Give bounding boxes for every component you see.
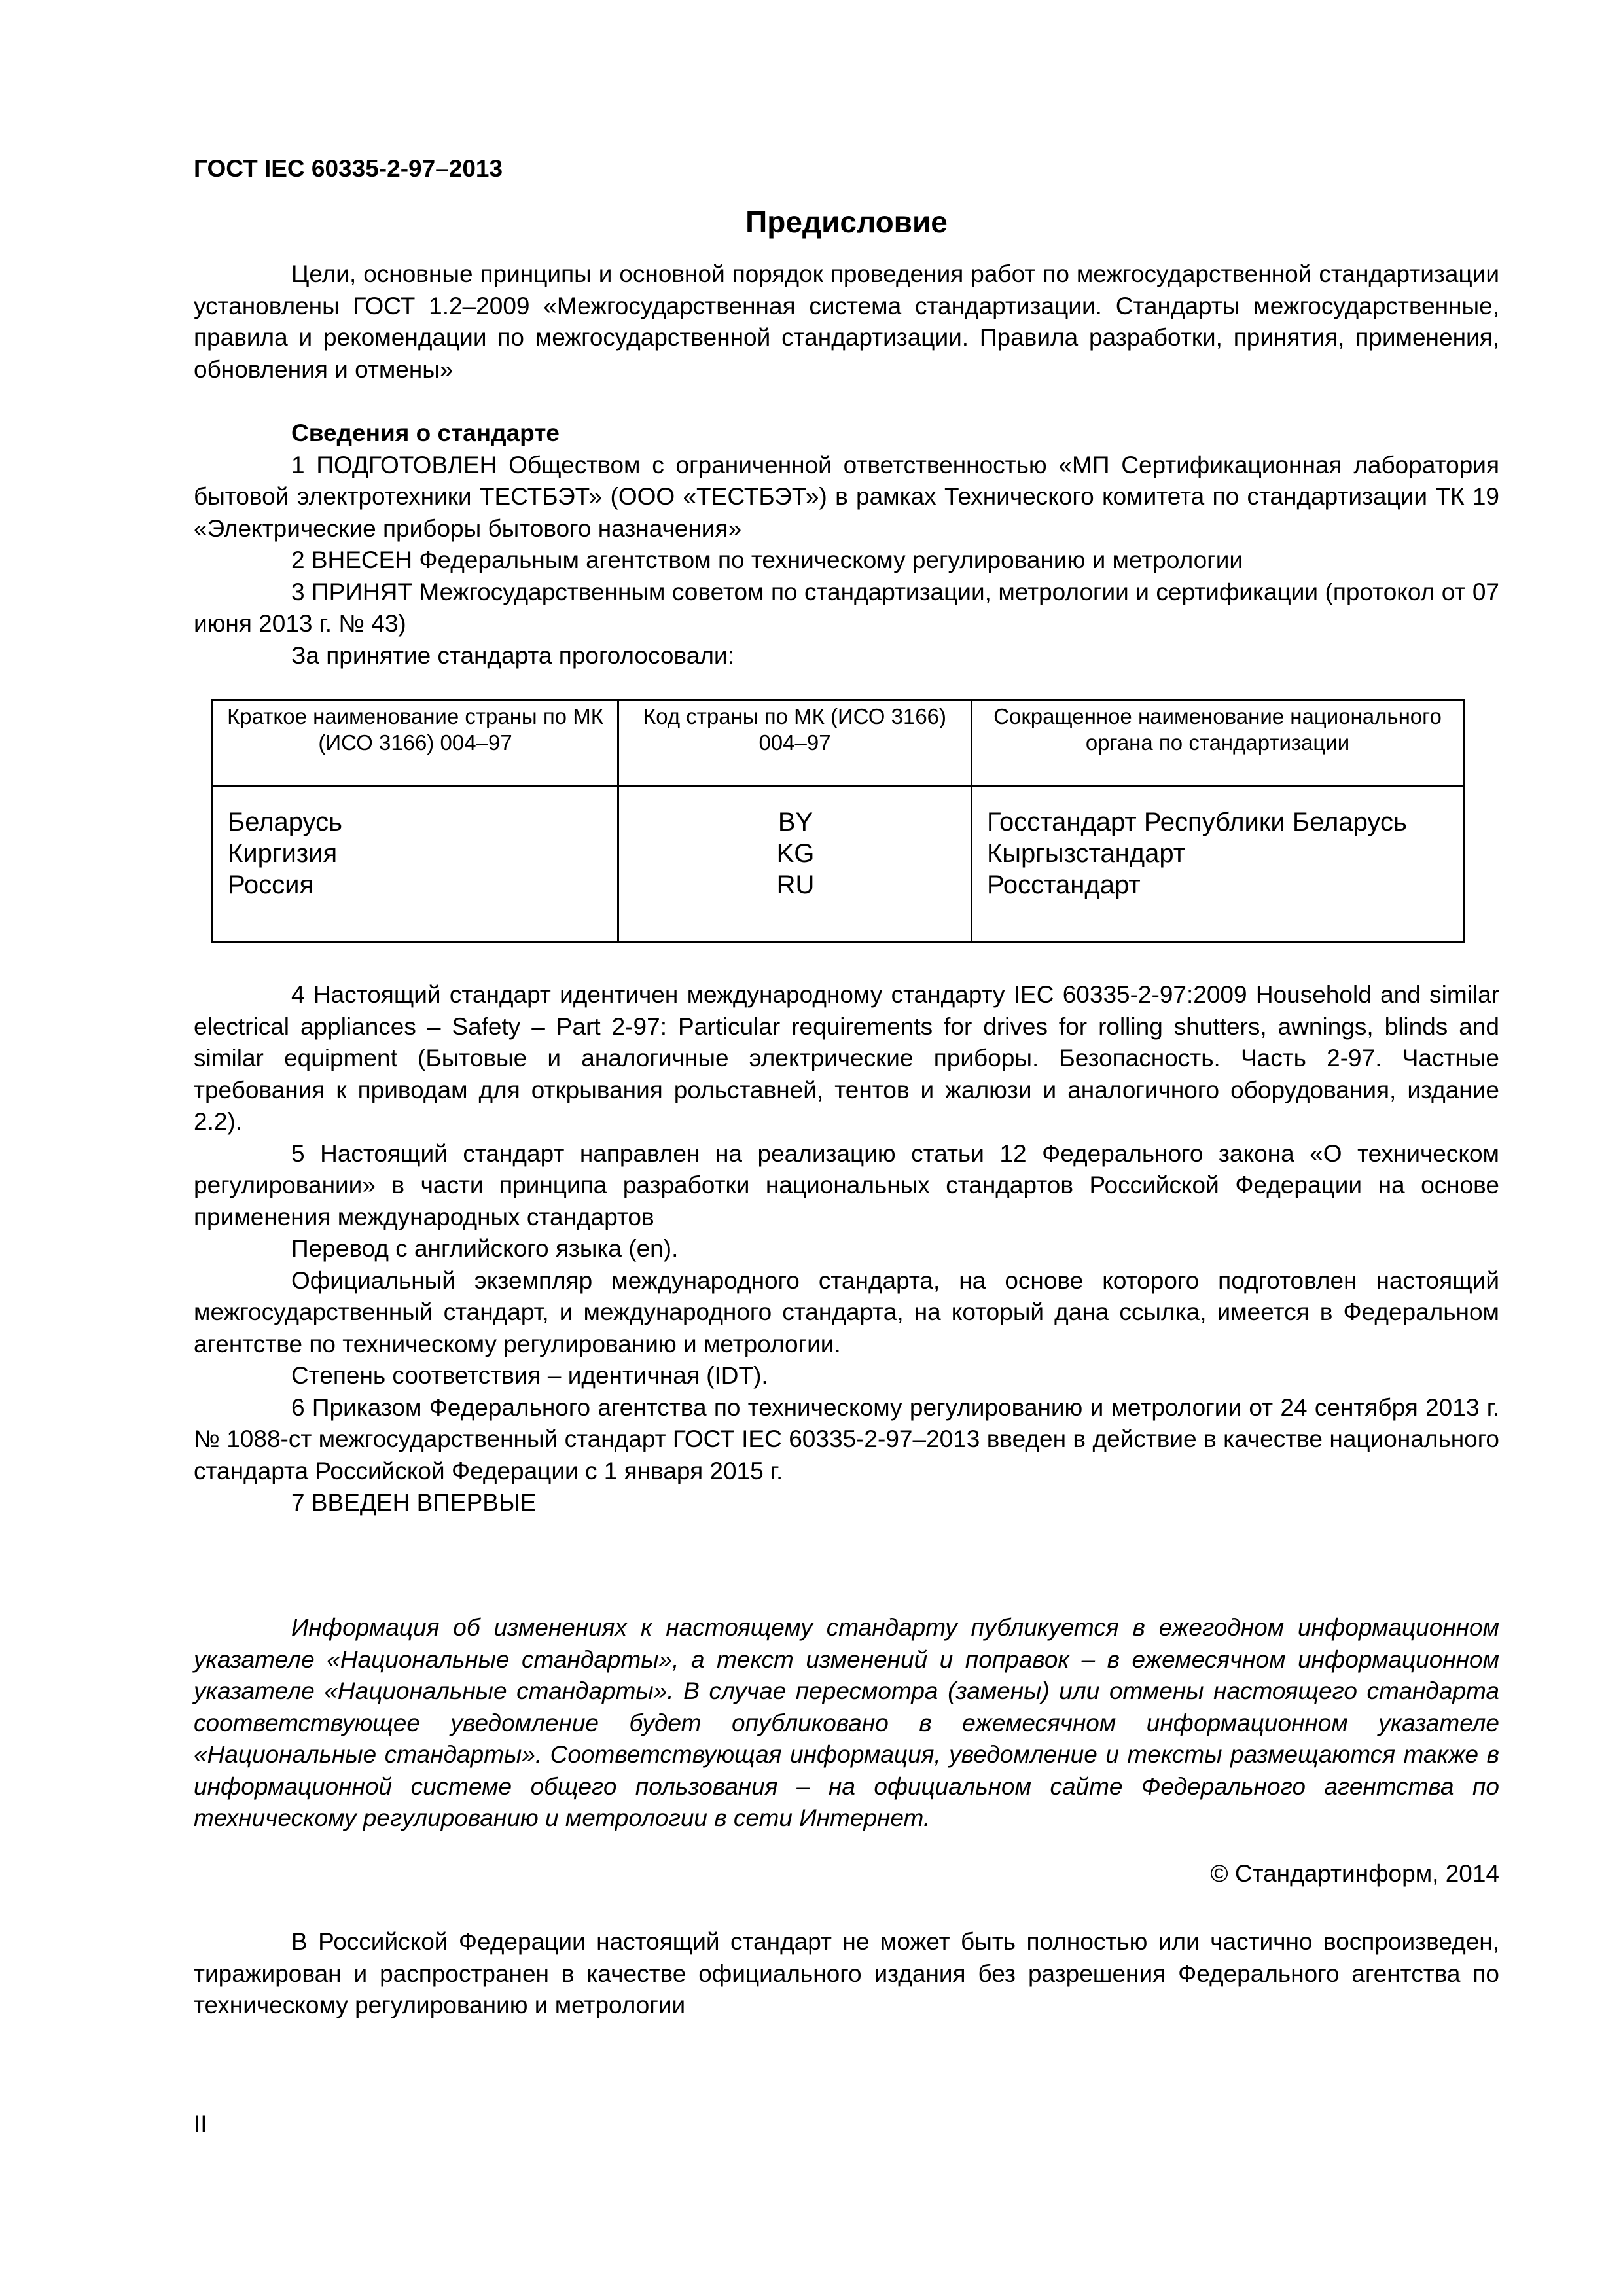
page-number: II [194,2111,207,2138]
voted-label: За принятие стандарта проголосовали: [291,641,734,669]
changes-notice: Информация об изменениях к настоящему стандарту публикуется в ежегодном информационном указателе «Национальные стандарты», а текст изменений и поправок – в ежемесячном информационном указателе «Национальные стандарты». В случае пересмотра (замены) или отмены настоящего стандарта соответствующее уведомление будет опубликовано в ежемесячном информационном указателе «Национальные стандарты». Соответствующая информация, уведомление и тексты размещаются также в информационной системе общего пользования – на официальном сайте Федерального агентства по техническому регулированию и метрологии в сети Интернет. [194,1614,1499,1831]
reproduction-section [194,1926,1499,2022]
standards-body: Кыргызстандарт [987,839,1186,868]
items-section [194,979,1499,1519]
item-5: 5 Настоящий стандарт направлен на реализацию статьи 12 Федерального закона «О техническом регулировании» в части принципа разработки национальных стандартов Российской Федерации на основе применения международных стандартов [194,1139,1499,1230]
reproduction-notice: В Российской Федерации настоящий стандарт не может быть полностью или частично воспроизведен, тиражирован и распространен в качестве официального издания без разрешения Федерального агентства по техническому регулированию и метрологии [194,1928,1499,2018]
table-header-row [213,700,1464,786]
intro-paragraph: Цели, основные принципы и основной порядок проведения работ по межгосударственной стандартизации установлены ГОСТ 1.2–2009 «Межгосударственная система стандартизации. Стандарты межгосударственные, правила и рекомендации по межгосударственной стандартизации. Правила разработки, принятия, применения, обновления и отмены» [194,260,1499,383]
item-4: 4 Настоящий стандарт идентичен международному стандарту IEC 60335-2-97:2009 Household and similar electrical appliances – Safety – Part 2-97: Particular requirements for drives for rolling shutters, awnings, blinds and similar equipment (Бытовые и аналогичные электрические приборы. Безопасность. Часть 2-97. Частные требования к приводам для открывания рольставней, тентов и жалюзи и аналогичного оборудования, издание 2.2). [194,981,1499,1135]
body-column [972,786,1464,942]
country-code: KG [776,839,815,868]
code-column [618,786,972,942]
info-item-3: 3 ПРИНЯТ Межгосударственным советом по стандартизации, метрологии и сертификации (протокол от 07 июня 2013 г. № 43) [194,578,1499,637]
document-code: ГОСТ IEC 60335-2-97–2013 [194,155,503,182]
page-title: Предисловие [745,205,948,239]
table-body-row [213,786,1464,942]
country-column [213,786,618,942]
info-item-1: 1 ПОДГОТОВЛЕН Обществом с ограниченной ответственностью «МП Сертификационная лаборатория бытовой электротехники ТЕСТБЭТ» (ООО «ТЕСТБЭТ») в рамках Технического комитета по стандартизации ТК 19 «Электрические приборы бытового назначения» [194,451,1499,542]
conformity-note: Степень соответствия – идентичная (IDT). [291,1362,768,1389]
countries-table [211,699,1465,943]
intro-section [194,259,1499,386]
notice-section [194,1612,1499,1835]
country-name: Беларусь [228,808,342,836]
standard-info-section [194,418,1499,672]
header-code: Код страны по МК (ИСО 3166) 004–97 [618,700,972,786]
standards-body: Госстандарт Республики Беларусь [987,808,1407,836]
country-code: BY [777,808,813,836]
official-copy-note: Официальный экземпляр международного стандарта, на основе которого подготовлен настоящий межгосударственный стандарт, и международного стандарта, на который дана ссылка, имеется в Федеральном агентстве по техническому регулированию и метрологии. [194,1266,1499,1357]
country-name: Россия [228,870,314,899]
country-name: Киргизия [228,839,338,868]
standard-info-heading: Сведения о стандарте [291,420,560,446]
translation-note: Перевод с английского языка (en). [291,1235,679,1262]
copyright: © Стандартинформ, 2014 [1210,1860,1499,1887]
item-6: 6 Приказом Федерального агентства по техническому регулированию и метрологии от 24 сентября 2013 г. № 1088-ст межгосударственный стандарт ГОСТ IEC 60335-2-97–2013 введен в действие в качестве национального стандарта Российской Федерации с 1 января 2015 г. [194,1393,1499,1484]
standards-body: Росстандарт [987,870,1141,899]
item-7: 7 ВВЕДЕН ВПЕРВЫЕ [291,1489,537,1516]
header-body: Сокращенное наименование национального органа по стандартизации [972,700,1464,786]
header-country: Краткое наименование страны по МК (ИСО 3166) 004–97 [213,700,618,786]
country-code: RU [776,870,815,899]
info-item-2: 2 ВНЕСЕН Федеральным агентством по техническому регулированию и метрологии [291,547,1243,573]
